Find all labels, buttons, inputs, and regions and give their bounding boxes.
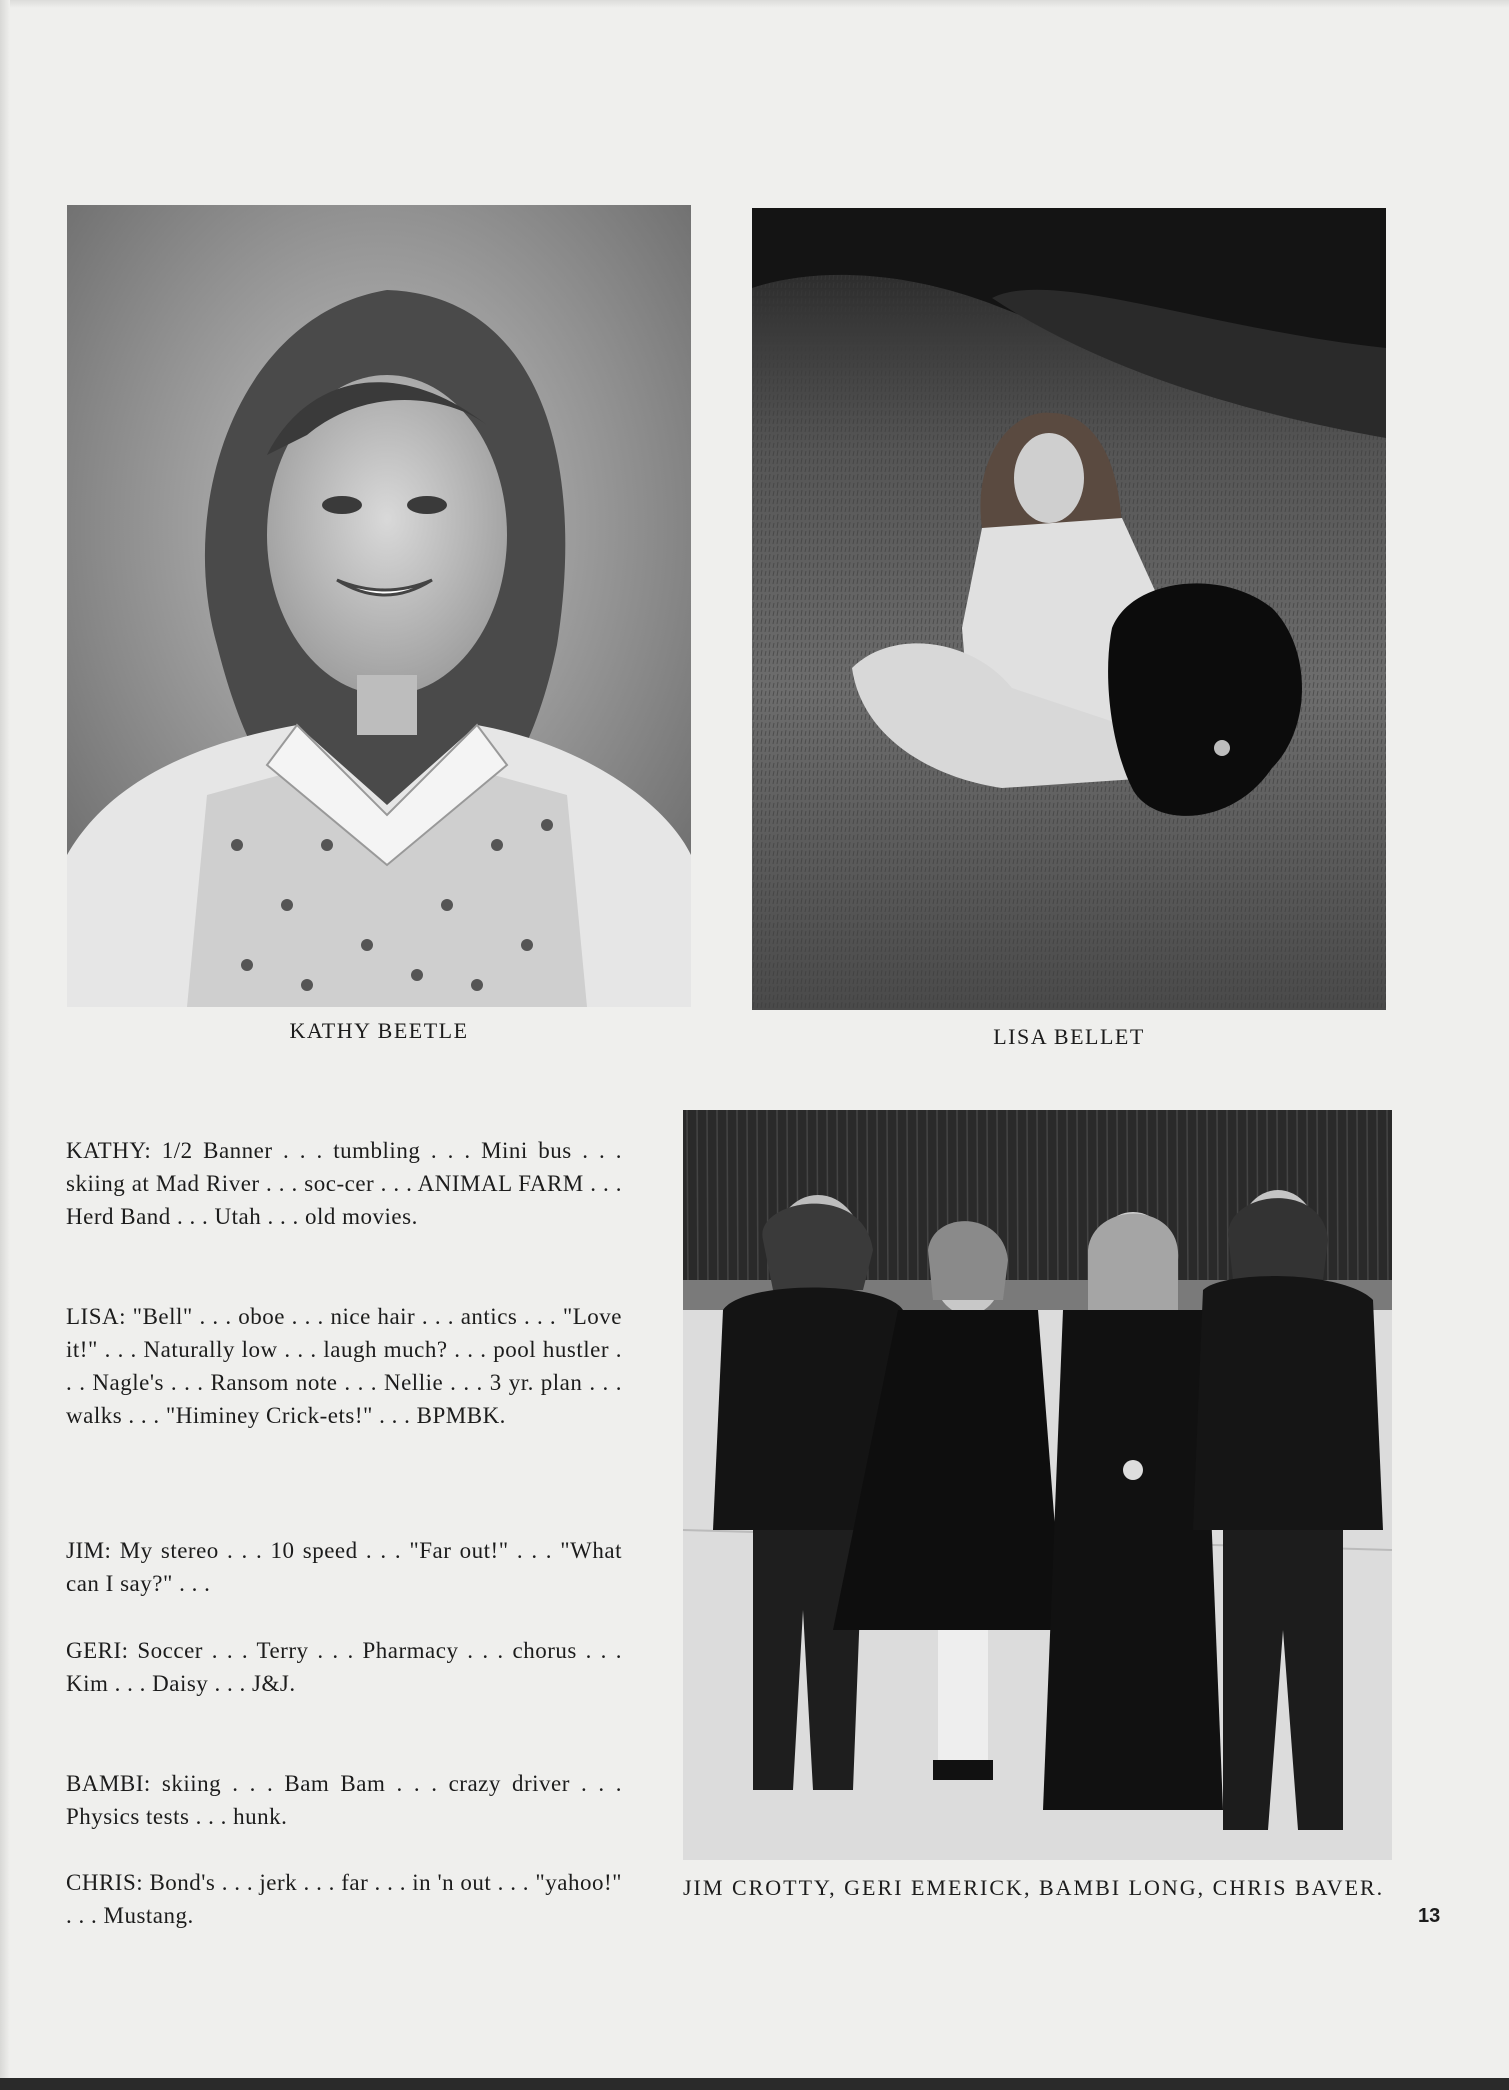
lisa-bellet-caption: LISA BELLET [993, 1024, 1145, 1049]
page-edge-bottom [0, 2078, 1509, 2090]
kathy-beetle-portrait-photo [67, 205, 691, 1007]
page-edge-top [0, 0, 1509, 8]
bambi-bio: BAMBI: skiing . . . Bam Bam . . . crazy driver . . . Physics tests . . . hunk. [66, 1771, 622, 1829]
page-number: 13 [1418, 1905, 1441, 1927]
lisa-bellet-photo [752, 208, 1386, 1010]
page-edge-left [0, 0, 10, 2090]
kathy-beetle-caption: KATHY BEETLE [289, 1018, 469, 1043]
group-photo-caption: JIM CROTTY, GERI EMERICK, BAMBI LONG, CHRIS BAVER. [683, 1875, 1385, 1900]
geri-bio: GERI: Soccer . . . Terry . . . Pharmacy . . . chorus . . . Kim . . . Daisy . . . J&J. [66, 1638, 622, 1696]
group-photo-image [683, 1110, 1392, 1860]
lisa-photo-image [752, 208, 1386, 1010]
kathy-portrait-image [67, 205, 691, 1007]
kathy-bio: KATHY: 1/2 Banner . . . tumbling . . . Mini bus . . . skiing at Mad River . . . soc-cer . . . ANIMAL FARM . . . Herd Band . . . Utah . . . old movies. [66, 1138, 622, 1229]
jim-bio: JIM: My stereo . . . 10 speed . . . "Far out!" . . . "What can I say?" . . . [66, 1538, 622, 1596]
lisa-bio: LISA: "Bell" . . . oboe . . . nice hair . . . antics . . . "Love it!" . . . Naturally low . . . laugh much? . . . pool hustler . . . Nagle's . . . Ransom note . . . Nellie . . . 3 yr. plan . . . walks . . . "Himiney Crick-ets!" . . . BPMBK. [66, 1304, 622, 1428]
chris-bio: CHRIS: Bond's . . . jerk . . . far . . . in 'n out . . . "yahoo!" . . . Mustang. [66, 1870, 622, 1928]
group-photo [683, 1110, 1392, 1860]
